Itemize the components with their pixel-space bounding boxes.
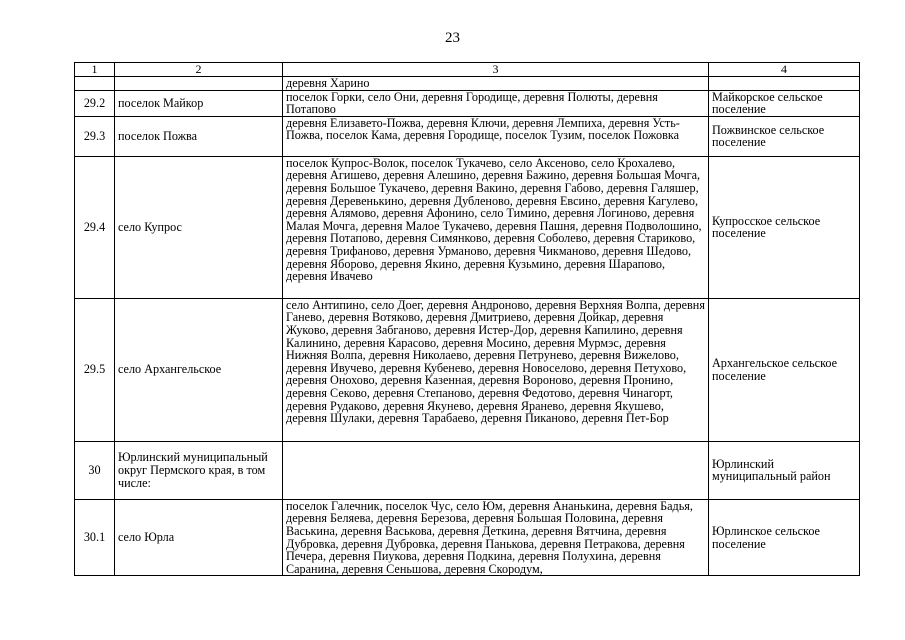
row-villages: поселок Галечник, поселок Чус, село Юм, деревня Ананькина, деревня Бадья, деревня Беляева, деревня Березова, деревня Большая Половина, деревня Васькина, деревня Васькова, деревня Деткина, деревня Вятчина, деревня Дубровка, деревня Дубровка, деревня Панькова, деревня Петракова, деревня Печера, деревня Пиукова, деревня Подкина, деревня Полухина, деревня Саранина, деревня Сеньшова, деревня Скородум, xyxy=(283,499,709,576)
row-locality: село Купрос xyxy=(115,156,283,298)
row-locality: поселок Пожва xyxy=(115,116,283,156)
table-row xyxy=(75,90,860,116)
row-locality: поселок Майкор xyxy=(115,90,283,116)
row-settlement xyxy=(709,77,860,91)
row-number: 30.1 xyxy=(75,499,115,576)
column-header-number: 1 xyxy=(75,63,115,77)
row-settlement: Юрлинский муниципальный район xyxy=(709,441,860,499)
table-row xyxy=(75,116,860,156)
row-number xyxy=(75,77,115,91)
column-header-settlement: 4 xyxy=(709,63,860,77)
row-villages: поселок Горки, село Они, деревня Городище, деревня Полюты, деревня Потапово xyxy=(283,90,709,116)
row-locality: Юрлинский муниципальный округ Пермского края, в том числе: xyxy=(115,441,283,499)
table-row xyxy=(75,156,860,298)
row-settlement: Купросское сельское поселение xyxy=(709,156,860,298)
row-number: 30 xyxy=(75,441,115,499)
page-number: 23 xyxy=(445,30,460,46)
row-settlement: Архангельское сельское поселение xyxy=(709,298,860,441)
table-row xyxy=(75,441,860,499)
table-row xyxy=(75,77,860,91)
row-locality: село Юрла xyxy=(115,499,283,576)
table-header-row xyxy=(75,63,860,77)
column-header-villages: 3 xyxy=(283,63,709,77)
row-settlement: Майкорское сельское поселение xyxy=(709,90,860,116)
row-settlement: Пожвинское сельское поселение xyxy=(709,116,860,156)
settlements-table xyxy=(74,62,860,576)
row-villages: село Антипино, село Доег, деревня Андроново, деревня Верхняя Волпа, деревня Ганево, деревня Вотяково, деревня Дмитриево, деревня Дойкар, деревня Жуково, деревня Забганово, деревня Истер-Дор, деревня Капилино, деревня Калинино, деревня Карасово, деревня Мосино, деревня Мурмэс, деревня Нижняя Волпа, деревня Николаево, деревня Петрунево, деревня Вижелово, деревня Ивучево, деревня Кубенево, деревня Новоселово, деревня Петухово, деревня Онохово, деревня Казенная, деревня Вороново, деревня Пронино, деревня Секово, деревня Степаново, деревня Федотово, деревня Чинагорт, деревня Рудаково, деревня Якунево, деревня Яранево, деревня Якушево, деревня Шулаки, деревня Тарабаево, деревня Пиканово, деревня Пет-Бор xyxy=(283,298,709,441)
row-villages xyxy=(283,441,709,499)
table-row xyxy=(75,499,860,576)
table-row xyxy=(75,298,860,441)
row-number: 29.4 xyxy=(75,156,115,298)
row-villages: деревня Харино xyxy=(283,77,709,91)
column-header-locality: 2 xyxy=(115,63,283,77)
row-settlement: Юрлинское сельское поселение xyxy=(709,499,860,576)
row-villages: поселок Купрос-Волок, поселок Тукачево, село Аксеново, село Крохалево, деревня Агишево, деревня Алешино, деревня Бажино, деревня Большая Мочга, деревня Большое Тукачево, деревня Вакино, деревня Габово, деревня Галяшер, деревня Деревенькино, деревня Дубленово, деревня Евсино, деревня Кагулево, деревня Алямово, деревня Афонино, село Тимино, деревня Логиново, деревня Малая Мочга, деревня Малое Тукачево, деревня Пашня, деревня Подволошино, деревня Потапово, деревня Симянково, деревня Соболево, деревня Стариково, деревня Трифаново, деревня Урманово, деревня Чикманово, деревня Шедово, деревня Яборово, деревня Якино, деревня Кузьмино, деревня Шарапово, деревня Ивачево xyxy=(283,156,709,298)
row-number: 29.5 xyxy=(75,298,115,441)
row-locality: село Архангельское xyxy=(115,298,283,441)
row-number: 29.3 xyxy=(75,116,115,156)
row-villages: деревня Елизавето-Пожва, деревня Ключи, деревня Лемпиха, деревня Усть-Пожва, поселок Кама, деревня Городище, поселок Тузим, поселок Пожовка xyxy=(283,116,709,156)
row-number: 29.2 xyxy=(75,90,115,116)
row-locality xyxy=(115,77,283,91)
